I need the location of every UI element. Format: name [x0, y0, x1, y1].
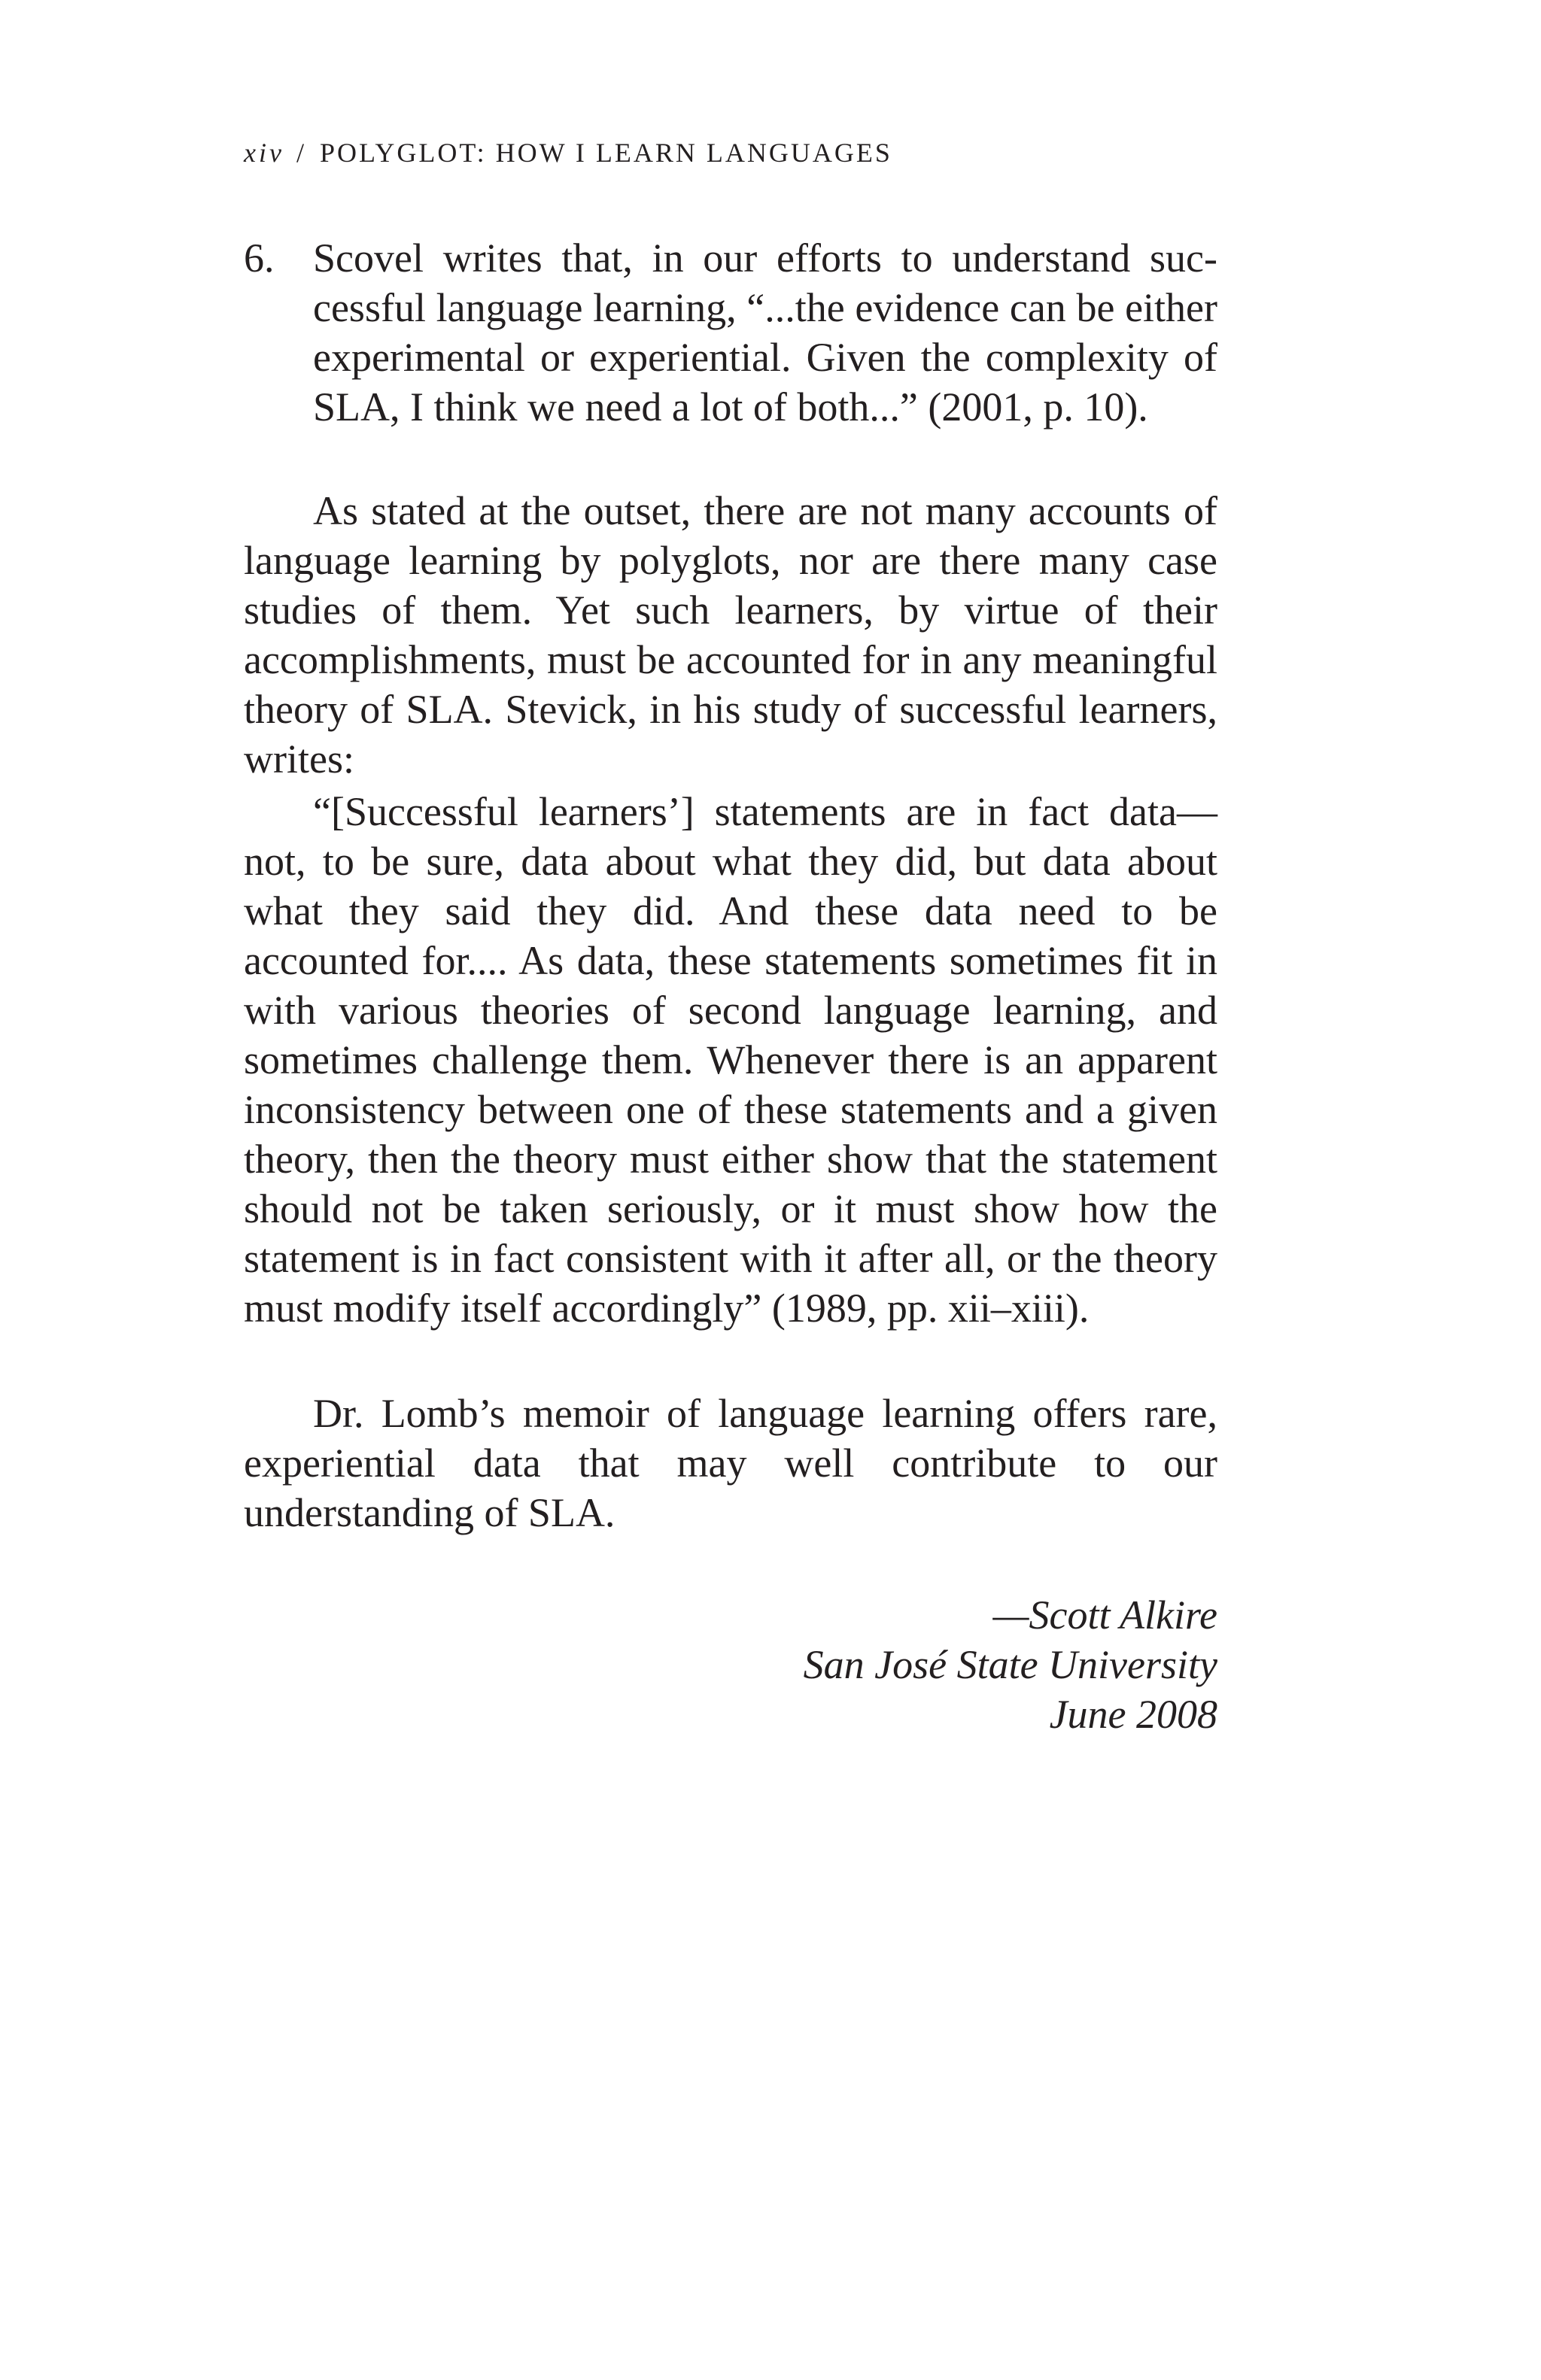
list-item-6 [244, 233, 1217, 432]
page-number: xiv [244, 138, 284, 168]
running-head [244, 134, 892, 172]
list-item-number: 6. [244, 235, 275, 281]
stevick-quotation: “[Successful learners’] statements are in fact data—not, to be sure, data about what they did, but data about what they said they did. And these data need to be accounted for.... As data, these statements sometimes fit in with various theories of second language learning, and sometimes challenge them. Whenever there is an apparent inconsistency between one of these statements and a given theory, then the theory must either show that the statement should not be taken seriously, or it must show how the statement is in fact consistent with it after all, or the theory must modify itself accordingly” (1989, pp. xii–xiii). [244, 789, 1217, 1331]
book-title: POLYGLOT: HOW I LEARN LANGUAGES [319, 138, 892, 168]
running-head-separator: / [296, 138, 306, 168]
paragraph-lomb-memoir: Dr. Lomb’s memoir of language learning offers rare, experiential data that may well contribute to our understanding of SLA. [244, 1391, 1217, 1535]
signature-date: June 2008 [1049, 1692, 1217, 1737]
signature-affiliation: San José State University [803, 1642, 1217, 1687]
list-item-text: Scovel writes that, in our efforts to understand successful language learning, “...the evidence can be either experimental or experiential. Given the complexity of SLA, I think we need a lot of both...” (2001, p. 10). [313, 235, 1217, 430]
signature-author: —Scott Alkire [992, 1592, 1217, 1638]
paragraph-polyglot-accounts: As stated at the outset, there are not many accounts of language learning by polyglots, nor are there many case studies of them. Yet such learners, by virtue of their accomplishments, must be accounted for in any meaningful theory of SLA. Stevick, in his study of successful learners, writes: [244, 488, 1217, 782]
signature-block [804, 1590, 1217, 1739]
